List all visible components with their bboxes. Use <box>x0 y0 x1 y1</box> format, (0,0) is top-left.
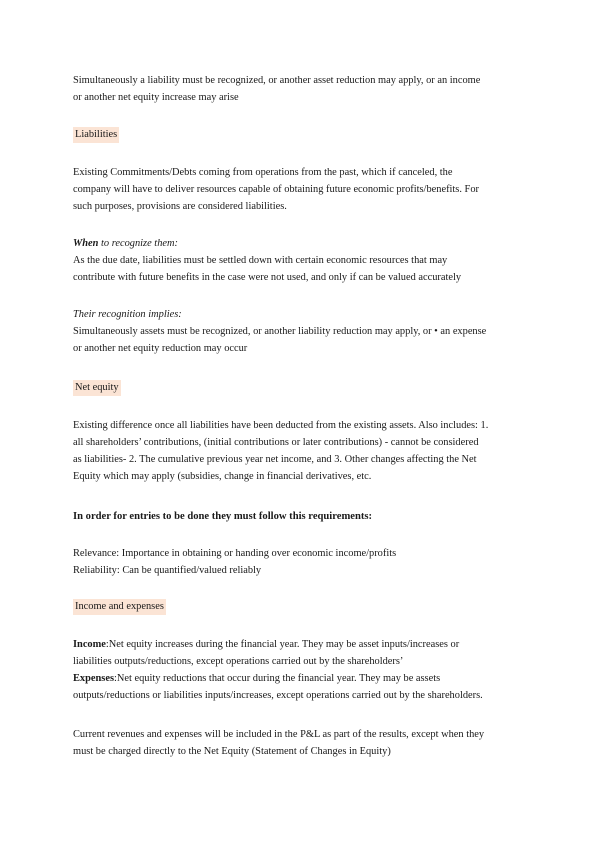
intro-line-1: Simultaneously a liability must be recognized, or another asset reduction may apply, or an income <box>73 75 481 86</box>
net-equity-paragraph <box>73 417 533 485</box>
when-label-rest: to recognize them: <box>98 238 178 249</box>
liabilities-definition-line-1: Existing Commitments/Debts coming from operations from the past, which if canceled, the <box>73 167 453 178</box>
liabilities-definition-line-3: such purposes, provisions are considered liabilities. <box>73 201 287 212</box>
liabilities-heading-block <box>73 126 533 143</box>
income-expenses-heading: Income and expenses <box>73 599 166 615</box>
net-equity-line-1: Existing difference once all liabilities have been deducted from the existing assets. Also includes: 1. <box>73 420 489 431</box>
income-line-2: liabilities outputs/reductions, except operations carried out by the shareholders’ <box>73 656 404 667</box>
income-expenses-definitions <box>73 636 533 704</box>
when-label <box>73 235 533 252</box>
when-line-2: contribute with future benefits in the case were not used, and only if can be valued accurately <box>73 272 462 283</box>
intro-paragraph <box>73 72 533 106</box>
implies-line-1: Simultaneously assets must be recognized, or another liability reduction may apply, or • an expense <box>73 326 487 337</box>
requirements-heading-block <box>73 508 533 525</box>
reliability-line: Reliability: Can be quantified/valued reliably <box>73 565 262 576</box>
expenses-label: Expenses <box>73 673 114 684</box>
income-expenses-heading-block <box>73 598 533 615</box>
when-label-bold: When <box>73 238 99 249</box>
recognition-implies <box>73 306 533 357</box>
requirements-list <box>73 545 533 579</box>
net-equity-heading-block <box>73 379 533 396</box>
net-equity-line-3: as liabilities- 2. The cumulative previous year net income, and 3. Other changes affecting the Net <box>73 454 477 465</box>
income-line-1 <box>73 636 533 653</box>
net-equity-heading: Net equity <box>73 380 121 396</box>
income-text-1: :Net equity increases during the financial year. They may be asset inputs/increases or <box>105 639 460 650</box>
requirements-heading: In order for entries to be done they must follow this requirements: <box>73 511 373 522</box>
liabilities-heading: Liabilities <box>73 127 119 143</box>
relevance-line: Relevance: Importance in obtaining or handing over economic income/profits <box>73 548 397 559</box>
expenses-line-2: outputs/reductions or liabilities inputs/increases, except operations carried out by the shareholders. <box>73 690 483 701</box>
liabilities-definition <box>73 164 533 215</box>
closing-line-1: Current revenues and expenses will be included in the P&L as part of the results, except when they <box>73 729 485 740</box>
net-equity-line-4: Equity which may apply (subsidies, change in financial derivatives, etc. <box>73 471 372 482</box>
income-label: Income <box>73 639 106 650</box>
when-to-recognize <box>73 235 533 286</box>
intro-line-2: or another net equity increase may arise <box>73 92 239 103</box>
when-line-1: As the due date, liabilities must be settled down with certain economic resources that may <box>73 255 448 266</box>
expenses-text-1: :Net equity reductions that occur during the financial year. They may be assets <box>114 673 441 684</box>
liabilities-definition-line-2: company will have to deliver resources capable of obtaining future economic profits/benefits. For <box>73 184 479 195</box>
implies-line-2: or another net equity reduction may occur <box>73 343 248 354</box>
closing-line-2: must be charged directly to the Net Equity (Statement of Changes in Equity) <box>73 746 391 757</box>
expenses-line-1 <box>73 670 533 687</box>
net-equity-line-2: all shareholders’ contributions, (initial contributions or later contributions) - cannot be considered <box>73 437 479 448</box>
closing-paragraph <box>73 726 533 760</box>
implies-label: Their recognition implies: <box>73 309 182 320</box>
